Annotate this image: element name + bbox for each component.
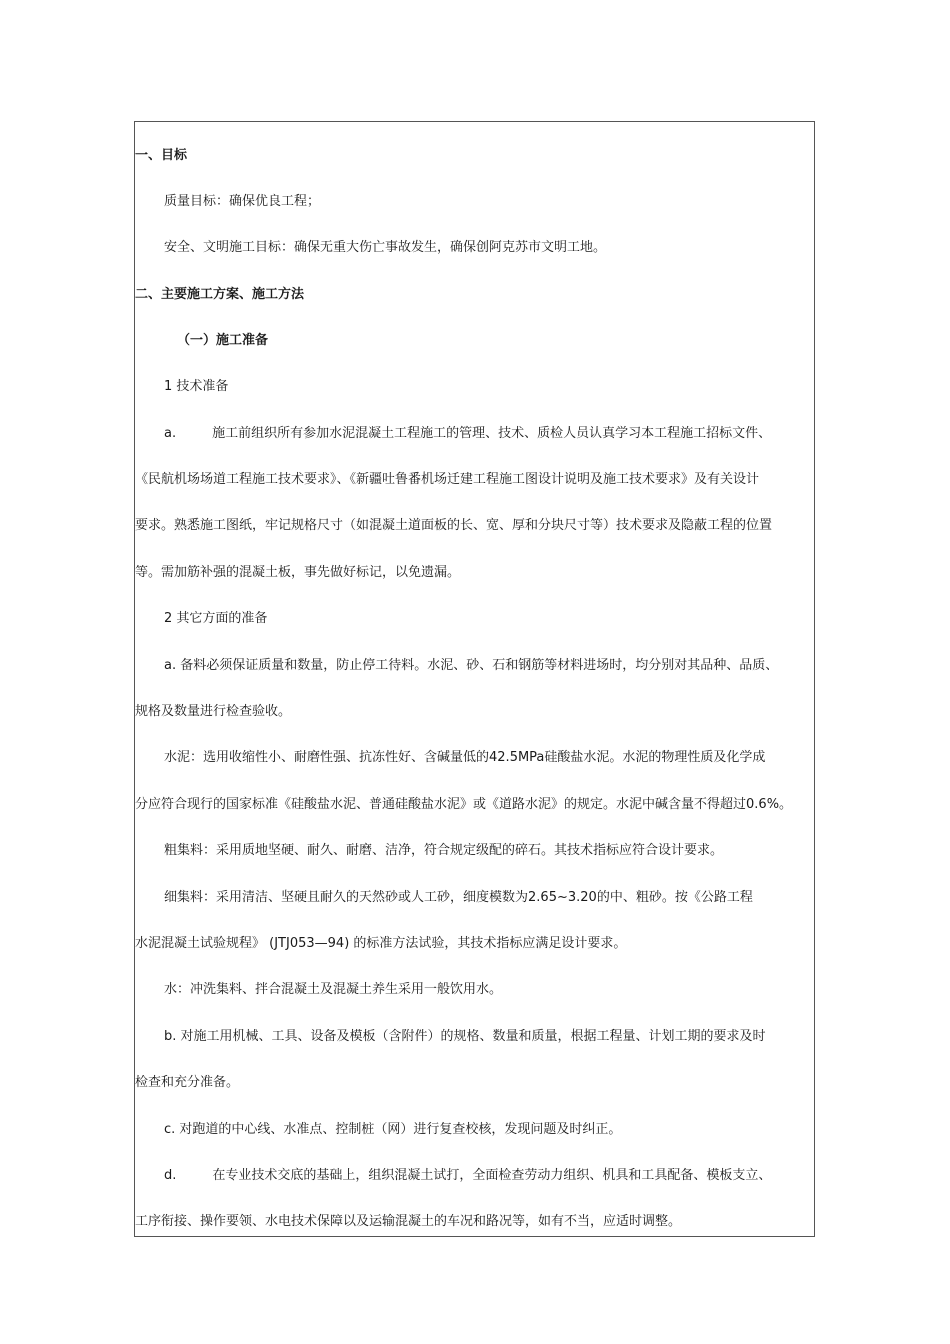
other-prep-a-line2: 规格及数量进行检查验收。 — [135, 704, 292, 719]
other-prep-heading — [135, 609, 267, 629]
safety-goal: 安全、文明施工目标：确保无重大伤亡事故发生，确保创阿克苏市文明工地。 — [164, 240, 607, 255]
section1-heading: 一、目标 — [135, 148, 188, 163]
cement-text-post: 硅酸盐水泥。水泥的物理性质及化学成 — [544, 750, 766, 765]
other-prep-number: 2 — [164, 611, 173, 626]
cement-grade: 42.5MPa — [489, 750, 545, 765]
section2-heading: 二、主要施工方案、施工方法 — [135, 287, 305, 302]
construction-prep-heading: （一）施工准备 — [177, 333, 269, 348]
item-b-marker: b. — [164, 1029, 177, 1044]
coarse-aggregate: 粗集料：采用质地坚硬、耐久、耐磨、洁净，符合规定级配的碎石。其技术指标应符合设计要求。 — [164, 843, 724, 858]
item-b-line1 — [135, 1027, 766, 1047]
quality-goal: 质量目标：确保优良工程； — [164, 194, 321, 209]
document-frame — [134, 121, 815, 1237]
fine-line2-post: 的标准方法试验，其技术指标应满足设计要求。 — [353, 936, 627, 951]
tech-prep-a-line1 — [135, 424, 771, 444]
item-c-text: 对跑道的中心线、水准点、控制桩（网）进行复查校核，发现问题及时纠正。 — [179, 1122, 622, 1137]
standard-code: (JTJ053—94) — [269, 936, 350, 951]
other-prep-a-text: 备料必须保证质量和数量，防止停工待料。水泥、砂、石和钢筋等材料进场时，均分别对其品种、品质、 — [180, 658, 779, 673]
cement-standard-text: 分应符合现行的国家标准《硅酸盐水泥、普通硅酸盐水泥》或《道路水泥》的规定。水泥中碱含量不得超过 — [135, 797, 747, 812]
other-prep-title: 其它方面的准备 — [176, 611, 268, 626]
fine-text-pre: 细集料：采用清洁、坚硬且耐久的天然砂或人工砂，细度模数为 — [164, 890, 529, 905]
water-note: 水：冲洗集料、拌合混凝土及混凝土养生采用一般饮用水。 — [164, 982, 503, 997]
item-c-line1 — [135, 1120, 621, 1140]
item-a-marker: a. — [164, 658, 177, 673]
item-a-marker: a. — [164, 426, 177, 441]
other-prep-a-line1 — [135, 656, 778, 676]
cement-text-pre: 水泥：选用收缩性小、耐磨性强、抗冻性好、含碱量低的 — [164, 750, 490, 765]
item-d-line2: 工序衔接、操作要领、水电技术保障以及运输混凝土的车况和路况等，如有不当，应适时调整。 — [135, 1214, 682, 1229]
tech-prep-a-text: 施工前组织所有参加水泥混凝土工程施工的管理、技术、质检人员认真学习本工程施工招标文件、 — [212, 426, 772, 441]
fine-text-post: 的中、粗砂。按《公路工程 — [596, 890, 753, 905]
fineness-range: 2.65~3.20 — [528, 890, 597, 905]
cement-line2 — [135, 795, 792, 815]
tech-prep-title: 技术准备 — [176, 379, 229, 394]
fine-aggregate-line2 — [135, 934, 626, 954]
item-d-line1 — [135, 1166, 771, 1186]
item-c-marker: c. — [164, 1122, 176, 1137]
fine-line2-pre: 水泥混凝土试验规程》 — [135, 936, 266, 951]
item-d-text: 在专业技术交底的基础上，组织混凝土试打，全面检查劳动力组织、机具和工具配备、模板支立、 — [212, 1168, 772, 1183]
cement-alkali-limit: 0.6%。 — [746, 797, 793, 812]
item-d-marker: d. — [164, 1168, 177, 1183]
tech-prep-heading — [135, 377, 228, 397]
cement-line1 — [135, 748, 765, 768]
tech-prep-a-line4: 等。需加筋补强的混凝土板，事先做好标记，以免遗漏。 — [135, 565, 461, 580]
tech-prep-a-line3: 要求。熟悉施工图纸，牢记规格尺寸（如混凝土道面板的长、宽、厚和分块尺寸等）技术要求及隐蔽工程的位置 — [135, 518, 773, 533]
tech-prep-number: 1 — [164, 379, 173, 394]
tech-prep-a-line2: 《民航机场场道工程施工技术要求》、《新疆吐鲁番机场迁建工程施工图设计说明及施工技术要求》及有关设计 — [135, 472, 760, 487]
item-b-text: 对施工用机械、工具、设备及模板（含附件）的规格、数量和质量，根据工程量、计划工期的要求及时 — [180, 1029, 766, 1044]
fine-aggregate-line1 — [135, 888, 753, 908]
item-b-line2: 检查和充分准备。 — [135, 1075, 240, 1090]
